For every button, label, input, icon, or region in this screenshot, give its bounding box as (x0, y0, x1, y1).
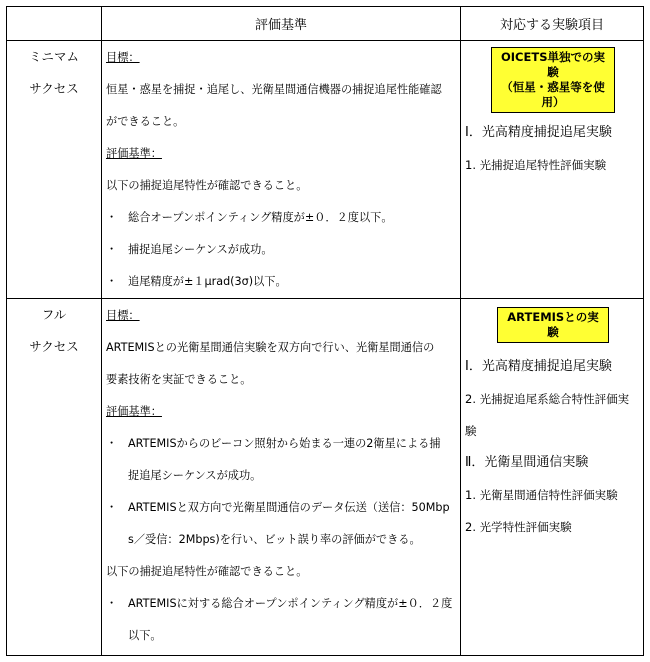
experiment-item: 験 (465, 424, 477, 438)
criteria-continuation: 捉追尾シーケンスが成功。 (128, 469, 262, 482)
artemis-badge: ARTEMISとの実験 (497, 307, 609, 343)
row-divider (7, 298, 643, 299)
criteria-line: ARTEMISとの光衛星間通信実験を双方向で行い、光衛星間通信の (106, 341, 435, 354)
criteria-bullet: ・ ARTEMISに対する総合オープンポインティング精度が±０．２度 (106, 588, 456, 620)
criteria-heading: 評価基準： (106, 147, 162, 160)
column-divider (460, 7, 461, 655)
criteria-bullet: ・ 捕捉追尾シーケンスが成功。 (106, 234, 456, 266)
row-divider (7, 40, 643, 41)
row-label-minimum: ミニマム サクセス (28, 49, 79, 96)
criteria-line: 要素技術を実証できること。 (106, 373, 252, 386)
criteria-line: 恒星・惑星を捕捉・追尾し、光衛星間通信機器の捕捉追尾性能確認 (106, 83, 442, 96)
experiment-item: 1. 光衛星間通信特性評価実験 (465, 488, 618, 502)
criteria-continuation: 以下。 (128, 629, 162, 642)
experiment-item: Ⅰ．光高精度捕捉追尾実験 (465, 125, 612, 140)
criteria-heading: 評価基準： (106, 405, 162, 418)
criteria-bullet: ・ ARTEMISと双方向で光衛星間通信のデータ伝送（送信：50Mbp (106, 492, 456, 524)
criteria-line: ができること。 (106, 115, 185, 128)
experiment-item: 2. 光学特性評価実験 (465, 520, 572, 534)
criteria-continuation: s／受信：2Mbps)を行い、ビット誤り率の評価ができる。 (128, 533, 421, 546)
row-label-full: フル サクセス (29, 307, 79, 354)
goal-heading: 目標： (106, 51, 140, 64)
full-criteria (106, 300, 456, 652)
minimum-experiments (465, 47, 641, 181)
criteria-line: 以下の捕捉追尾特性が確認できること。 (106, 179, 308, 192)
experiment-item: 2. 光捕捉追尾系総合特性評価実 (465, 392, 630, 406)
evaluation-table (6, 6, 644, 656)
header-experiments: 対応する実験項目 (499, 18, 604, 33)
goal-heading: 目標： (106, 309, 140, 322)
criteria-bullet: ・ 総合オープンポインティング精度が±０．２度以下。 (106, 202, 456, 234)
oicets-badge: OICETS単独での実験 （恒星・惑星等を使用） (491, 47, 615, 113)
full-experiments (465, 307, 641, 543)
criteria-bullet: ・ ARTEMISからのビーコン照射から始まる一連の2衛星による捕 (106, 428, 456, 460)
experiment-item: 1. 光捕捉追尾特性評価実験 (465, 158, 607, 172)
criteria-line: 以下の捕捉追尾特性が確認できること。 (106, 565, 308, 578)
experiment-item: Ⅱ．光衛星間通信実験 (465, 455, 589, 470)
column-divider (101, 7, 102, 655)
experiment-item: Ⅰ．光高精度捕捉追尾実験 (465, 359, 612, 374)
header-criteria: 評価基準 (254, 18, 307, 33)
criteria-bullet: ・ 追尾精度が±１μrad(3σ)以下。 (106, 266, 456, 298)
minimum-criteria (106, 42, 456, 298)
